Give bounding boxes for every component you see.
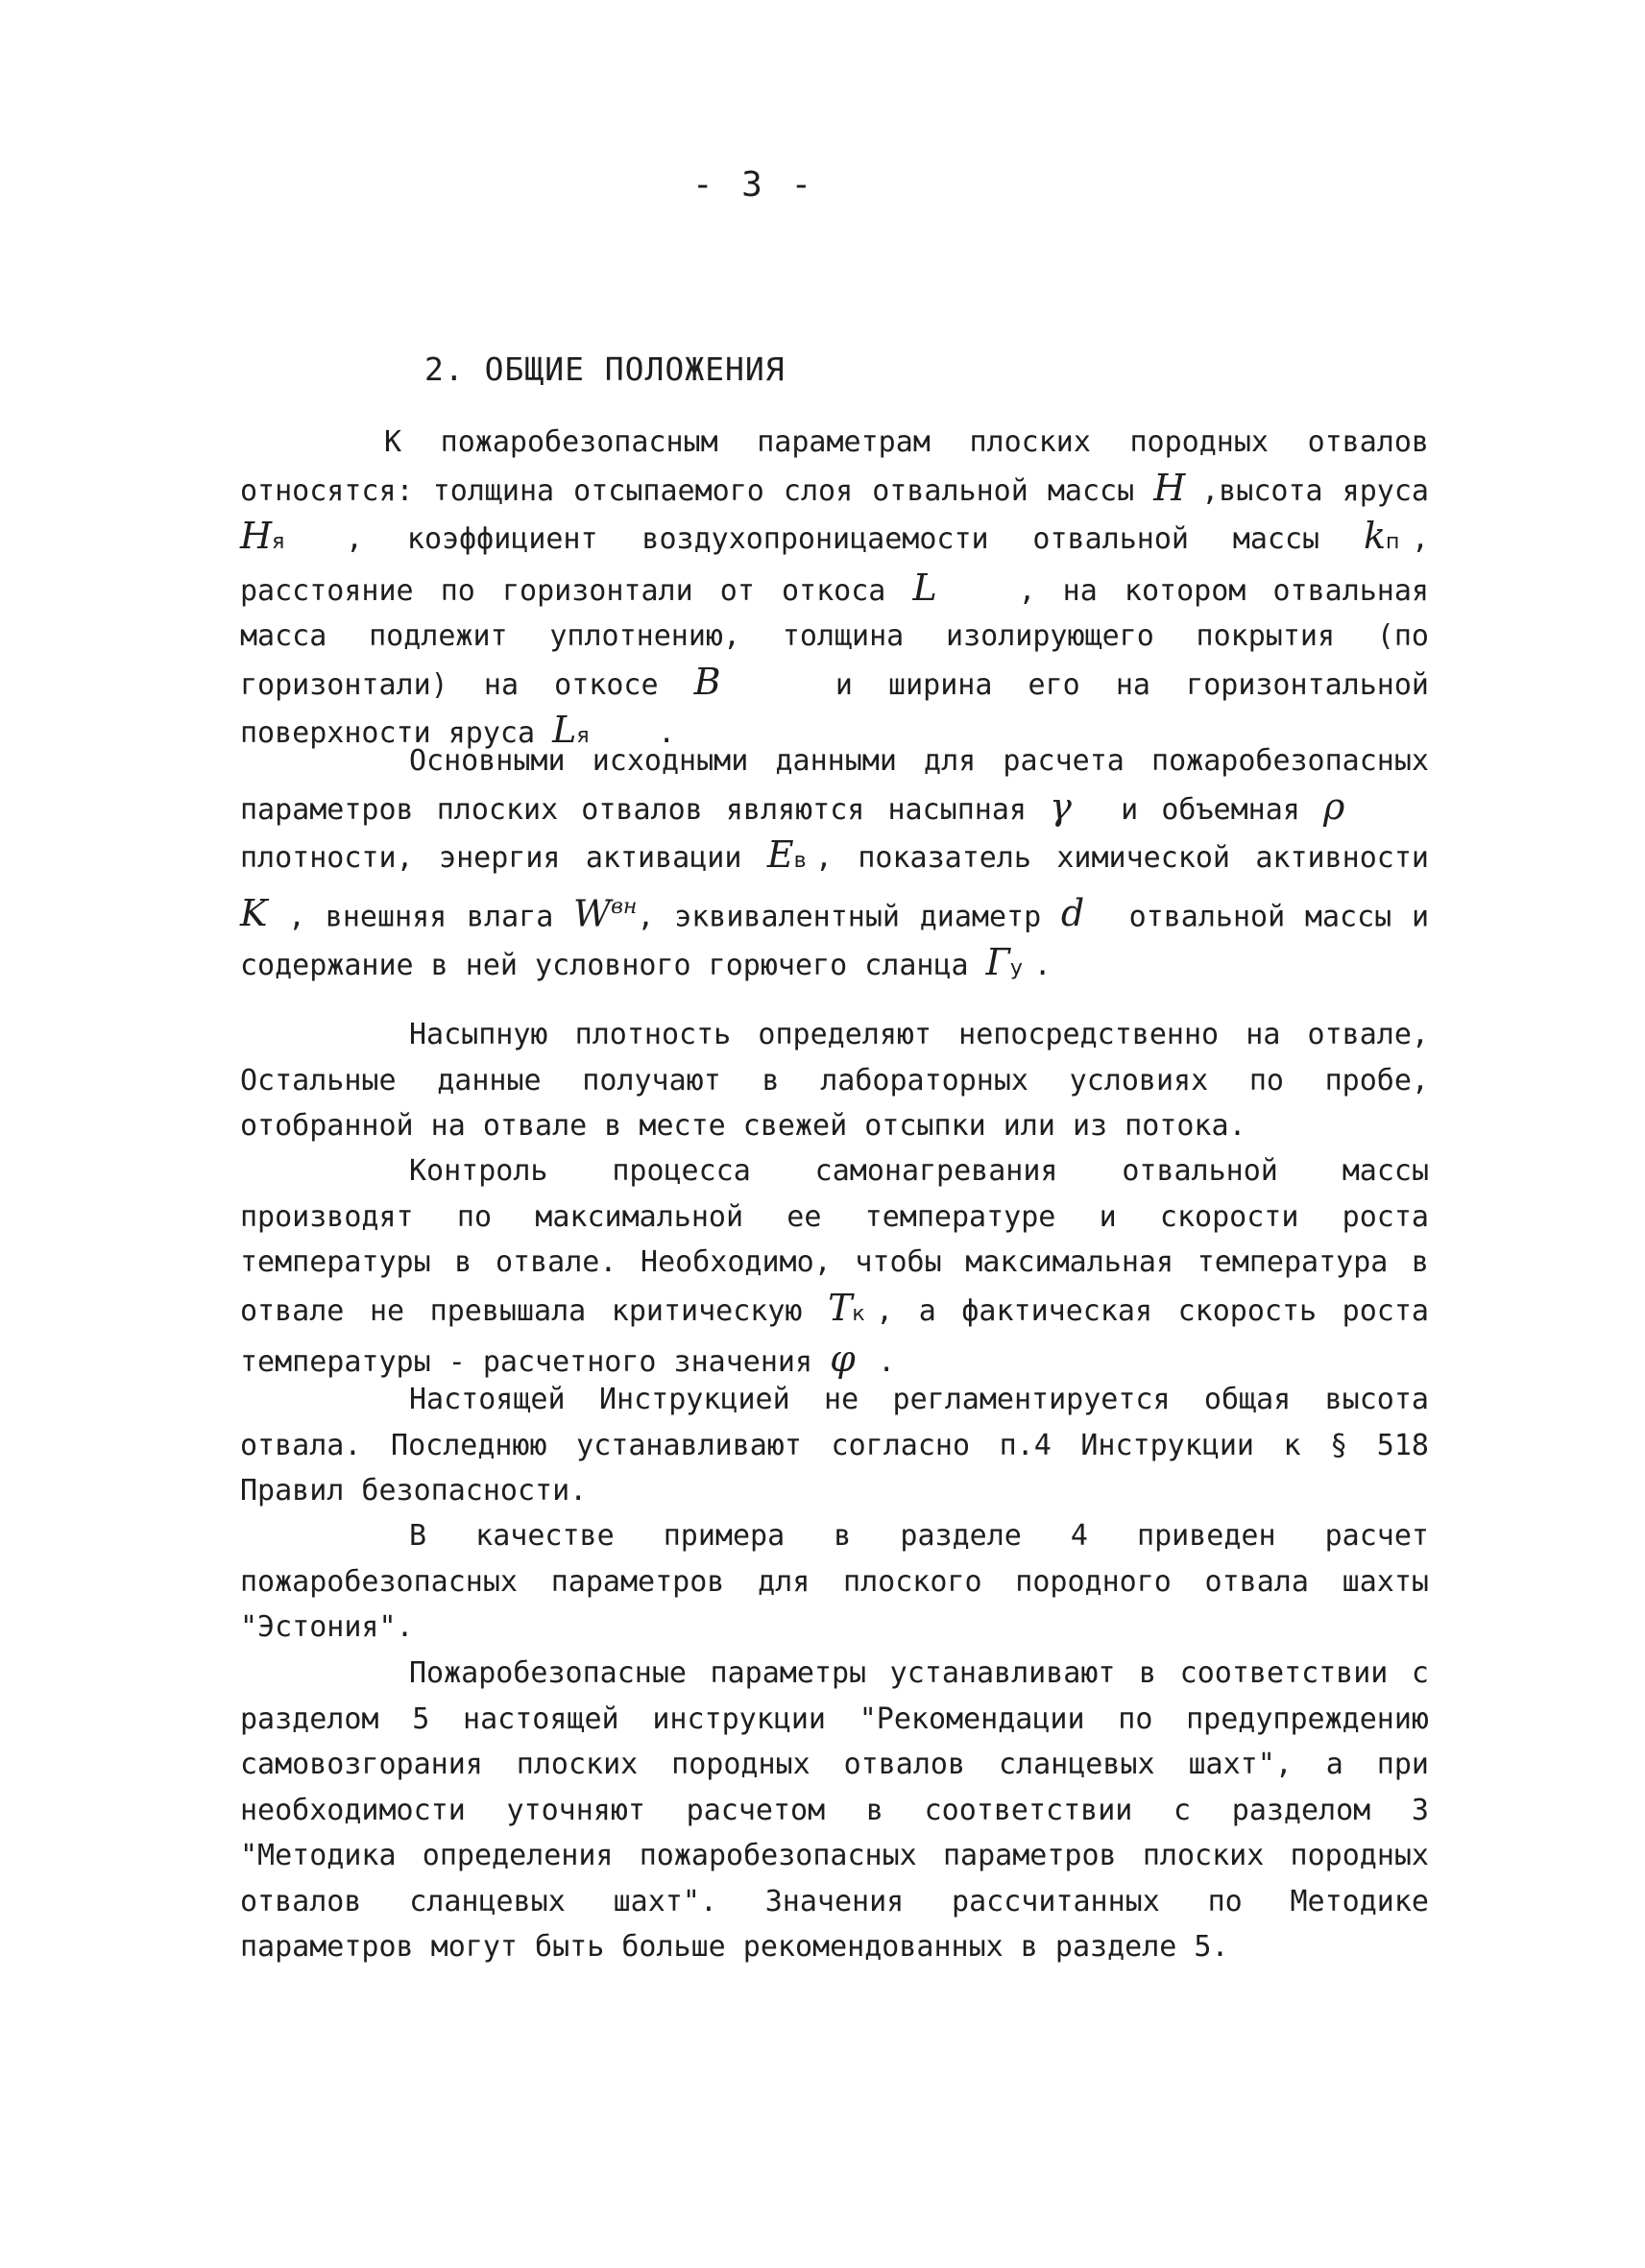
symbol-d: d — [1060, 892, 1085, 935]
symbol-E-v: Eв — [766, 833, 807, 876]
page-number: - 3 - — [691, 165, 816, 205]
paragraph-parameters: К пожаробезопасным параметрам плоских породных отвалов относятся: толщина отсыпаемого слоя отвальной массы H ,высота яруса Hя , коэффициент воздухопроницаемости отвальной массы kп , расстояние по горизонтали от откоса L , на котором отвальная масса подлежит уплотнению, толщина изолирующего покрытия (по горизонтали) на откосе B и ширина его на горизонтальной поверхности яруса Lя . — [240, 420, 1429, 760]
symbol-L: L — [912, 566, 937, 609]
symbol-phi: φ — [830, 1338, 856, 1380]
symbol-H-ya: Hя — [240, 515, 285, 557]
symbol-rho: ρ — [1322, 784, 1345, 828]
symbol-B: B — [693, 660, 721, 703]
symbol-L-ya: Lя — [552, 709, 590, 751]
symbol-W-vn: $W^{вн}$ — [573, 892, 638, 935]
paragraph-example: В качестве примера в разделе 4 приведен расчет пожаробезопасных параметров для плоского породного отвала шахты "Эстония". — [240, 1519, 1429, 1644]
symbol-k-p: kп — [1363, 515, 1400, 557]
section-heading: 2. ОБЩИЕ ПОЛОЖЕНИЯ — [424, 350, 786, 388]
paragraph-height: Настоящей Инструкцией не регламентируется общая высота отвала. Последнюю устанавливают согласно п.4 Инструкции к § 518 Правил безопасности. — [240, 1383, 1429, 1508]
symbol-G-u: Гу — [985, 940, 1023, 983]
paragraph-recommendations: Пожаробезопасные параметры устанавливают в соответствии с разделом 5 настоящей инструкции "Рекомендации по предупреждению самовозгорания плоских породных отвалов сланцевых шахт", а при необходимости уточняют расчетом в соответствии с разделом 3 "Методика определения пожаробезопасных параметров плоских породных отвалов сланцевых шахт". Значения рассчитанных по Методике параметров могут быть больше рекомендованных в разделе 5. — [240, 1656, 1429, 1964]
symbol-T-k: Tк — [828, 1286, 865, 1329]
symbol-gamma: γ — [1050, 784, 1072, 828]
paragraph-control: Контроль процесса самонагревания отвальной массы производят по максимальной ее температуре и скорости роста температуры в отвале. Необходимо, чтобы максимальная температура в отвале не превышала критическую Tк , а фактическая скорость роста температуры - расчетного значения φ . — [240, 1148, 1429, 1386]
paragraph-input-data: Основными исходными данными для расчета пожаробезопасных параметров плоских отвалов являются насыпная γ и объемная ρ плотности, энергия активации Eв , показатель химической активности K , внешняя влага $W^{вн}$, эквивалентный диаметр d отвальной массы и содержание в ней условного горючего сланца Гу . — [240, 738, 1429, 991]
symbol-K: K — [240, 892, 268, 935]
paragraph-density: Насыпную плотность определяют непосредственно на отвале, Остальные данные получают в лабораторных условиях по пробе, отобранной на отвале в месте свежей отсыпки или из потока. — [240, 1018, 1429, 1143]
symbol-H: H — [1153, 466, 1186, 509]
